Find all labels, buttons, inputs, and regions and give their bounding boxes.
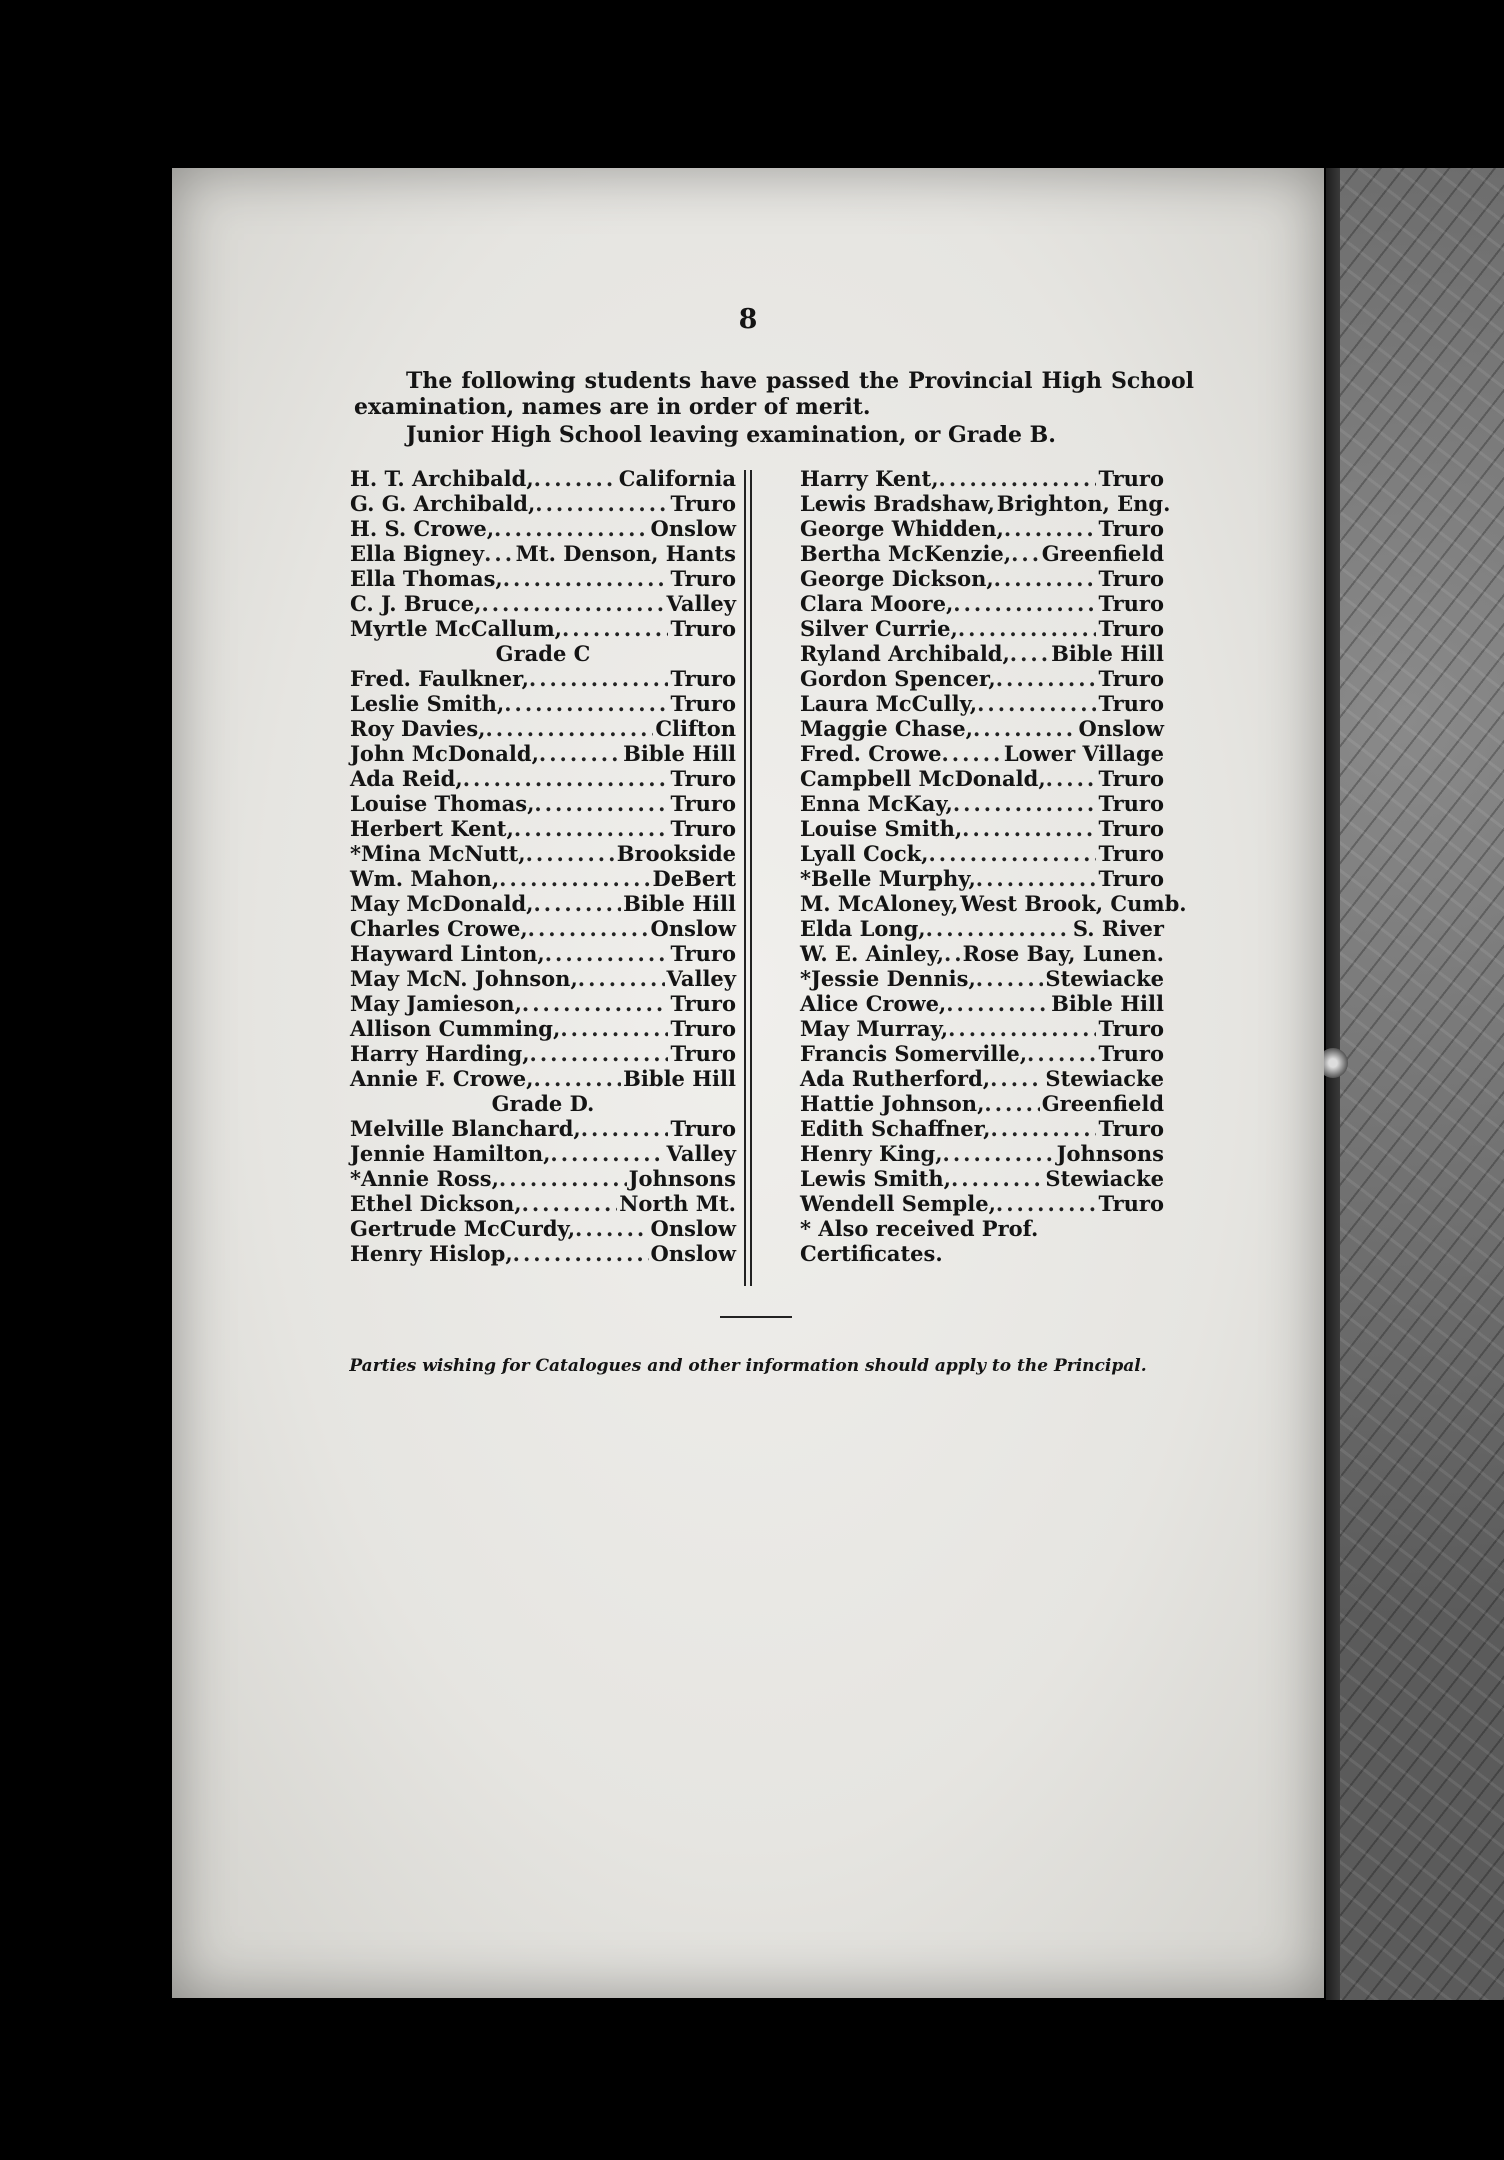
- student-entry: [350, 891, 736, 916]
- student-name: Louise Thomas,: [350, 791, 535, 816]
- student-name: Alice Crowe,: [800, 991, 947, 1016]
- student-place: Truro: [1098, 1116, 1164, 1141]
- book-cover: [1338, 168, 1504, 2000]
- student-place: Truro: [670, 941, 736, 966]
- student-entry: [350, 516, 736, 541]
- dot-leader: [1046, 766, 1097, 791]
- student-entry: [350, 866, 736, 891]
- student-name: Campbell McDonald,: [800, 766, 1046, 791]
- student-entry: [350, 1016, 736, 1041]
- student-name: H. T. Archibald,: [350, 466, 534, 491]
- student-place: Stewiacke: [1045, 1066, 1164, 1091]
- dot-leader: [581, 1116, 669, 1141]
- student-place: Truro: [1098, 666, 1164, 691]
- student-entry: [800, 816, 1164, 841]
- student-place: Truro: [670, 691, 736, 716]
- student-place: Greenfield: [1041, 1091, 1164, 1116]
- student-entry: [350, 1191, 736, 1216]
- student-place: Valley: [666, 591, 736, 616]
- cover-edge: [1326, 168, 1340, 2000]
- student-place: DeBert: [652, 866, 736, 891]
- student-place: North Mt.: [619, 1191, 736, 1216]
- student-entry: [800, 941, 1164, 966]
- student-place: Onslow: [650, 1216, 736, 1241]
- dot-leader: [976, 866, 1097, 891]
- student-place: Johnsons: [1056, 1141, 1164, 1166]
- dot-leader: [530, 1041, 669, 1066]
- dot-leader: [499, 1166, 627, 1191]
- student-name: Allison Cumming,: [350, 1016, 561, 1041]
- student-name: Ella Bigney: [350, 541, 485, 566]
- student-entry: [800, 516, 1164, 541]
- student-entry: [800, 1116, 1164, 1141]
- student-place: S. River: [1072, 916, 1164, 941]
- student-place: Truro: [1098, 866, 1164, 891]
- dot-leader: [939, 466, 1097, 491]
- student-name: Enna McKay,: [800, 791, 953, 816]
- student-entry: [350, 1216, 736, 1241]
- grade-heading: Grade C: [495, 641, 591, 666]
- student-entry: [800, 566, 1164, 591]
- student-name: Gertrude McCurdy,: [350, 1216, 576, 1241]
- student-entry: [800, 841, 1164, 866]
- student-entry: [800, 1191, 1164, 1216]
- dot-leader: [485, 716, 653, 741]
- section-rule: [720, 1316, 792, 1318]
- student-name: Jennie Hamilton,: [350, 1141, 551, 1166]
- student-place: Truro: [1098, 766, 1164, 791]
- student-entry: [800, 591, 1164, 616]
- dot-leader: [943, 1141, 1055, 1166]
- student-name: Ethel Dickson,: [350, 1191, 522, 1216]
- dot-leader: [562, 616, 669, 641]
- dot-leader: [994, 566, 1097, 591]
- student-name: Roy Davies,: [350, 716, 486, 741]
- student-entry: [350, 1166, 736, 1191]
- dot-leader: [578, 966, 665, 991]
- dot-leader: [539, 741, 621, 766]
- student-entry: [350, 791, 736, 816]
- dot-leader: [499, 866, 650, 891]
- dot-leader: [533, 891, 621, 916]
- page-number: 8: [738, 304, 758, 335]
- student-entry: [350, 491, 736, 516]
- student-name: Ryland Archibald,: [800, 641, 1010, 666]
- student-entry: [800, 541, 1164, 566]
- dot-leader: [946, 991, 1049, 1016]
- dot-leader: [545, 941, 669, 966]
- grade-heading: Grade D.: [491, 1091, 595, 1116]
- student-name: Harry Kent,: [800, 466, 939, 491]
- student-place: Truro: [1098, 791, 1164, 816]
- student-name: *Belle Murphy,: [800, 866, 976, 891]
- dot-leader: [976, 966, 1044, 991]
- student-place: Stewiacke: [1045, 966, 1164, 991]
- dot-leader: [942, 741, 1002, 766]
- dot-leader: [481, 591, 664, 616]
- dot-leader: [560, 1016, 668, 1041]
- student-place: Brighton, Eng.: [996, 491, 1171, 516]
- student-place: Truro: [1098, 1191, 1164, 1216]
- student-entry: [350, 591, 736, 616]
- student-name: Lyall Cock,: [800, 841, 929, 866]
- dot-leader: [528, 916, 649, 941]
- student-entry: [350, 841, 736, 866]
- certificate-note: * Also received Prof. Certificates.: [800, 1216, 1039, 1266]
- student-place: Lower Village: [1003, 741, 1164, 766]
- student-name: George Dickson,: [800, 566, 994, 591]
- student-name: Henry King,: [800, 1141, 943, 1166]
- student-place: Mt. Denson, Hants: [515, 541, 736, 566]
- dot-leader: [535, 491, 668, 516]
- student-name: Fred. Crowe: [800, 741, 942, 766]
- student-name: Leslie Smith,: [350, 691, 505, 716]
- student-name: W. E. Ainley,: [800, 941, 944, 966]
- student-place: Truro: [670, 616, 736, 641]
- dot-leader: [484, 541, 514, 566]
- student-place: Valley: [666, 966, 736, 991]
- student-place: Johnsons: [628, 1166, 736, 1191]
- student-place: Truro: [1098, 691, 1164, 716]
- student-name: Francis Somerville,: [800, 1041, 1028, 1066]
- dot-leader: [958, 616, 1097, 641]
- student-name: May McN. Johnson,: [350, 966, 578, 991]
- dot-leader: [534, 466, 617, 491]
- dot-leader: [494, 516, 649, 541]
- dot-leader: [996, 666, 1097, 691]
- document-page: [172, 168, 1324, 1998]
- dot-leader: [504, 691, 668, 716]
- student-name: C. J. Bruce,: [350, 591, 482, 616]
- student-name: Ella Thomas,: [350, 566, 503, 591]
- dot-leader: [990, 1066, 1043, 1091]
- intro-paragraph: The following students have passed the Provincial High School examination, names are in order of merit.: [354, 368, 1194, 420]
- student-name: *Mina McNutt,: [350, 841, 526, 866]
- dot-leader: [948, 1016, 1096, 1041]
- student-entry: [350, 1066, 736, 1091]
- student-place: Truro: [1098, 1041, 1164, 1066]
- student-entry: [800, 691, 1164, 716]
- student-place: Onslow: [650, 1241, 736, 1266]
- dot-leader: [977, 691, 1096, 716]
- student-entry: [350, 966, 736, 991]
- student-place: Valley: [666, 1141, 736, 1166]
- student-name: Hattie Johnson,: [800, 1091, 985, 1116]
- student-entry: [800, 791, 1164, 816]
- student-place: Truro: [670, 666, 736, 691]
- student-entry: [350, 666, 736, 691]
- dot-leader: [513, 1241, 649, 1266]
- student-entry: [800, 716, 1164, 741]
- student-place: Truro: [670, 791, 736, 816]
- intro-text: [354, 368, 1194, 448]
- dot-leader: [1010, 641, 1049, 666]
- student-entry: [800, 966, 1164, 991]
- student-entry: [350, 991, 736, 1016]
- student-place: Truro: [670, 1116, 736, 1141]
- student-entry: [800, 1141, 1164, 1166]
- student-name: George Whidden,: [800, 516, 1004, 541]
- dot-leader: [526, 841, 615, 866]
- dot-leader: [944, 941, 961, 966]
- student-place: Bible Hill: [623, 891, 736, 916]
- student-entry: [800, 466, 1164, 491]
- student-place: Bible Hill: [623, 1066, 736, 1091]
- student-entry: [800, 1066, 1164, 1091]
- student-entry: [350, 566, 736, 591]
- student-entry: [800, 1166, 1164, 1191]
- dot-leader: [973, 716, 1077, 741]
- student-entry: [350, 741, 736, 766]
- student-place: Greenfield: [1041, 541, 1164, 566]
- dot-leader: [953, 791, 1097, 816]
- student-entry: [350, 691, 736, 716]
- student-entry: [800, 916, 1164, 941]
- student-entry: [800, 666, 1164, 691]
- student-name: Harry Harding,: [350, 1041, 530, 1066]
- footer-note: Parties wishing for Catalogues and other information should apply to the Principal.: [349, 1356, 1147, 1376]
- student-entry: [350, 616, 736, 641]
- student-name: M. McAloney,: [800, 891, 959, 916]
- dot-leader: [928, 841, 1096, 866]
- student-entry: [800, 866, 1164, 891]
- student-name: Ada Reid,: [350, 766, 463, 791]
- student-name: G. G. Archibald,: [350, 491, 536, 516]
- student-name: Silver Currie,: [800, 616, 958, 641]
- dot-leader: [953, 591, 1096, 616]
- student-name: Ada Rutherford,: [800, 1066, 991, 1091]
- student-entry: [350, 1141, 736, 1166]
- student-place: Clifton: [655, 716, 736, 741]
- student-place: Truro: [670, 566, 736, 591]
- student-name: Elda Long,: [800, 916, 926, 941]
- student-name: Annie F. Crowe,: [350, 1066, 534, 1091]
- student-entry: [800, 491, 1171, 516]
- dot-leader: [575, 1216, 649, 1241]
- student-entry: [350, 941, 736, 966]
- student-name: Laura McCully,: [800, 691, 978, 716]
- student-name: Hayward Linton,: [350, 941, 545, 966]
- dot-leader: [1004, 516, 1097, 541]
- student-place: West Brook, Cumb.: [960, 891, 1187, 916]
- student-entry: [350, 466, 736, 491]
- student-name: Myrtle McCallum,: [350, 616, 562, 641]
- student-place: Truro: [1098, 1016, 1164, 1041]
- student-name: Edith Schaffner,: [800, 1116, 991, 1141]
- dot-leader: [534, 791, 668, 816]
- student-place: Brookside: [616, 841, 736, 866]
- student-place: Truro: [670, 766, 736, 791]
- student-name: Lewis Bradshaw,: [800, 491, 995, 516]
- student-name: Wendell Semple,: [800, 1191, 996, 1216]
- student-entry: [350, 716, 736, 741]
- student-name: Melville Blanchard,: [350, 1116, 581, 1141]
- dot-leader: [951, 1166, 1043, 1191]
- student-place: Onslow: [650, 916, 736, 941]
- student-place: Truro: [1098, 616, 1164, 641]
- dot-leader: [463, 766, 669, 791]
- student-entry: [800, 991, 1164, 1016]
- student-entry: [800, 766, 1164, 791]
- student-name: John McDonald,: [350, 741, 539, 766]
- student-place: Bible Hill: [623, 741, 736, 766]
- student-name: Lewis Smith,: [800, 1166, 951, 1191]
- student-name: *Jessie Dennis,: [800, 966, 976, 991]
- dot-leader: [984, 1091, 1039, 1116]
- student-name: Bertha McKenzie,: [800, 541, 1012, 566]
- student-place: Truro: [670, 1016, 736, 1041]
- student-name: Charles Crowe,: [350, 916, 528, 941]
- dot-leader: [996, 1191, 1097, 1216]
- student-entry: [350, 816, 736, 841]
- dot-leader: [503, 566, 669, 591]
- student-entry: [800, 616, 1164, 641]
- student-name: May Jamieson,: [350, 991, 522, 1016]
- student-place: Truro: [1098, 591, 1164, 616]
- student-name: H. S. Crowe,: [350, 516, 495, 541]
- student-name: Herbert Kent,: [350, 816, 514, 841]
- exam-subheading: Junior High School leaving examination, or Grade B.: [406, 422, 1056, 448]
- student-name: Clara Moore,: [800, 591, 954, 616]
- student-name: May McDonald,: [350, 891, 534, 916]
- dot-leader: [514, 816, 669, 841]
- student-entry: [350, 1241, 736, 1266]
- student-place: Truro: [1098, 566, 1164, 591]
- student-place: Bible Hill: [1051, 991, 1164, 1016]
- student-place: Onslow: [1078, 716, 1164, 741]
- student-entry: [800, 891, 1187, 916]
- student-entry: [350, 766, 736, 791]
- dot-leader: [522, 1191, 618, 1216]
- student-place: Truro: [1098, 816, 1164, 841]
- student-entry: [350, 1116, 736, 1141]
- student-place: Rose Bay, Lunen.: [962, 941, 1164, 966]
- student-name: Wm. Mahon,: [350, 866, 500, 891]
- student-entry: [800, 1091, 1164, 1116]
- dot-leader: [533, 1066, 621, 1091]
- student-name: Louise Smith,: [800, 816, 963, 841]
- student-place: Stewiacke: [1045, 1166, 1164, 1191]
- dot-leader: [550, 1141, 664, 1166]
- dot-leader: [1011, 541, 1040, 566]
- dot-leader: [1027, 1041, 1096, 1066]
- student-place: Truro: [670, 1041, 736, 1066]
- dot-leader: [529, 666, 669, 691]
- column-divider: [744, 470, 752, 1286]
- student-entry: [350, 541, 736, 566]
- student-place: California: [618, 466, 736, 491]
- student-name: Henry Hislop,: [350, 1241, 513, 1266]
- student-entry: [800, 741, 1164, 766]
- student-place: Truro: [1098, 466, 1164, 491]
- student-place: Bible Hill: [1051, 641, 1164, 666]
- student-name: Gordon Spencer,: [800, 666, 996, 691]
- dot-leader: [991, 1116, 1097, 1141]
- student-name: Maggie Chase,: [800, 716, 973, 741]
- student-place: Truro: [670, 491, 736, 516]
- right-student-column: [800, 466, 1187, 1266]
- dot-leader: [962, 816, 1096, 841]
- student-entry: [800, 1041, 1164, 1066]
- student-place: Truro: [1098, 841, 1164, 866]
- dot-leader: [522, 991, 669, 1016]
- dot-leader: [926, 916, 1071, 941]
- student-place: Truro: [670, 991, 736, 1016]
- student-entry: [350, 1041, 736, 1066]
- student-name: May Murray,: [800, 1016, 949, 1041]
- student-place: Truro: [1098, 516, 1164, 541]
- student-place: Truro: [670, 816, 736, 841]
- student-name: *Annie Ross,: [350, 1166, 499, 1191]
- student-name: Fred. Faulkner,: [350, 666, 529, 691]
- student-entry: [800, 641, 1164, 666]
- student-entry: [800, 1016, 1164, 1041]
- student-place: Onslow: [650, 516, 736, 541]
- student-entry: [350, 916, 736, 941]
